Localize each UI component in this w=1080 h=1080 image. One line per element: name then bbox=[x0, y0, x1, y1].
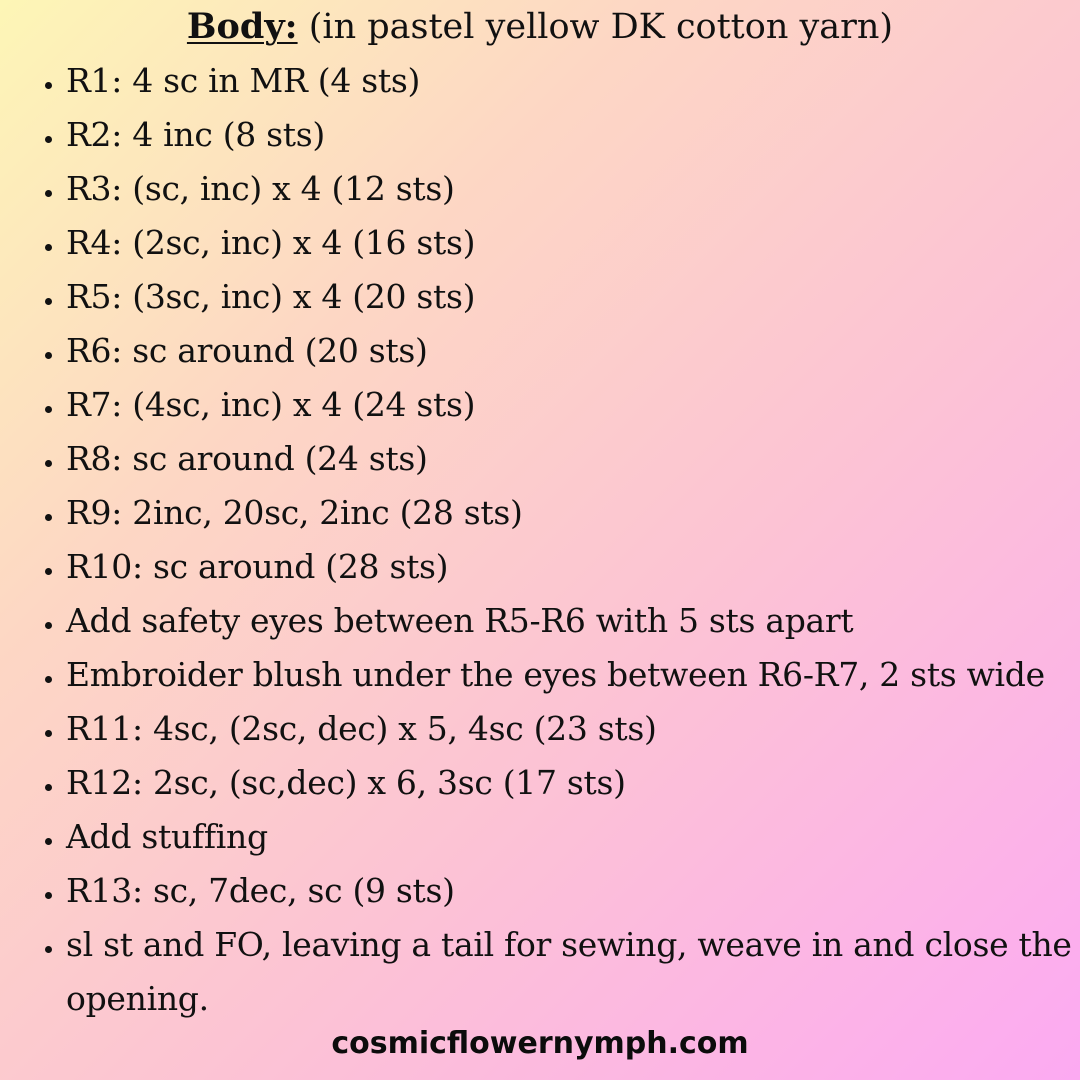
pattern-step: • R2: 4 inc (8 sts) bbox=[66, 108, 1080, 162]
pattern-step: • R11: 4sc, (2sc, dec) x 5, 4sc (23 sts) bbox=[66, 702, 1080, 756]
pattern-step: • Add safety eyes between R5-R6 with 5 sts apart bbox=[66, 594, 1080, 648]
pattern-step: • sl st and FO, leaving a tail for sewing, weave in and close the opening. bbox=[66, 918, 1080, 1026]
pattern-step: • R4: (2sc, inc) x 4 (16 sts) bbox=[66, 216, 1080, 270]
section-heading bbox=[0, 4, 1080, 50]
pattern-step: • R1: 4 sc in MR (4 sts) bbox=[66, 54, 1080, 108]
pattern-step: • R13: sc, 7dec, sc (9 sts) bbox=[66, 864, 1080, 918]
pattern-step: • R3: (sc, inc) x 4 (12 sts) bbox=[66, 162, 1080, 216]
pattern-step: • R6: sc around (20 sts) bbox=[66, 324, 1080, 378]
pattern-step: • R8: sc around (24 sts) bbox=[66, 432, 1080, 486]
pattern-step: • R7: (4sc, inc) x 4 (24 sts) bbox=[66, 378, 1080, 432]
pattern-steps-list bbox=[0, 54, 1080, 1026]
pattern-step: • R5: (3sc, inc) x 4 (20 sts) bbox=[66, 270, 1080, 324]
pattern-step: • R9: 2inc, 20sc, 2inc (28 sts) bbox=[66, 486, 1080, 540]
pattern-step: • R10: sc around (28 sts) bbox=[66, 540, 1080, 594]
pattern-step: • R12: 2sc, (sc,dec) x 6, 3sc (17 sts) bbox=[66, 756, 1080, 810]
pattern-step: • Embroider blush under the eyes between R6-R7, 2 sts wide bbox=[66, 648, 1080, 702]
website-footer: cosmicflowernymph.com bbox=[331, 1026, 749, 1061]
yarn-note: (in pastel yellow DK cotton yarn) bbox=[308, 7, 894, 47]
pattern-step: • Add stuffing bbox=[66, 810, 1080, 864]
section-label: Body: bbox=[186, 6, 298, 47]
